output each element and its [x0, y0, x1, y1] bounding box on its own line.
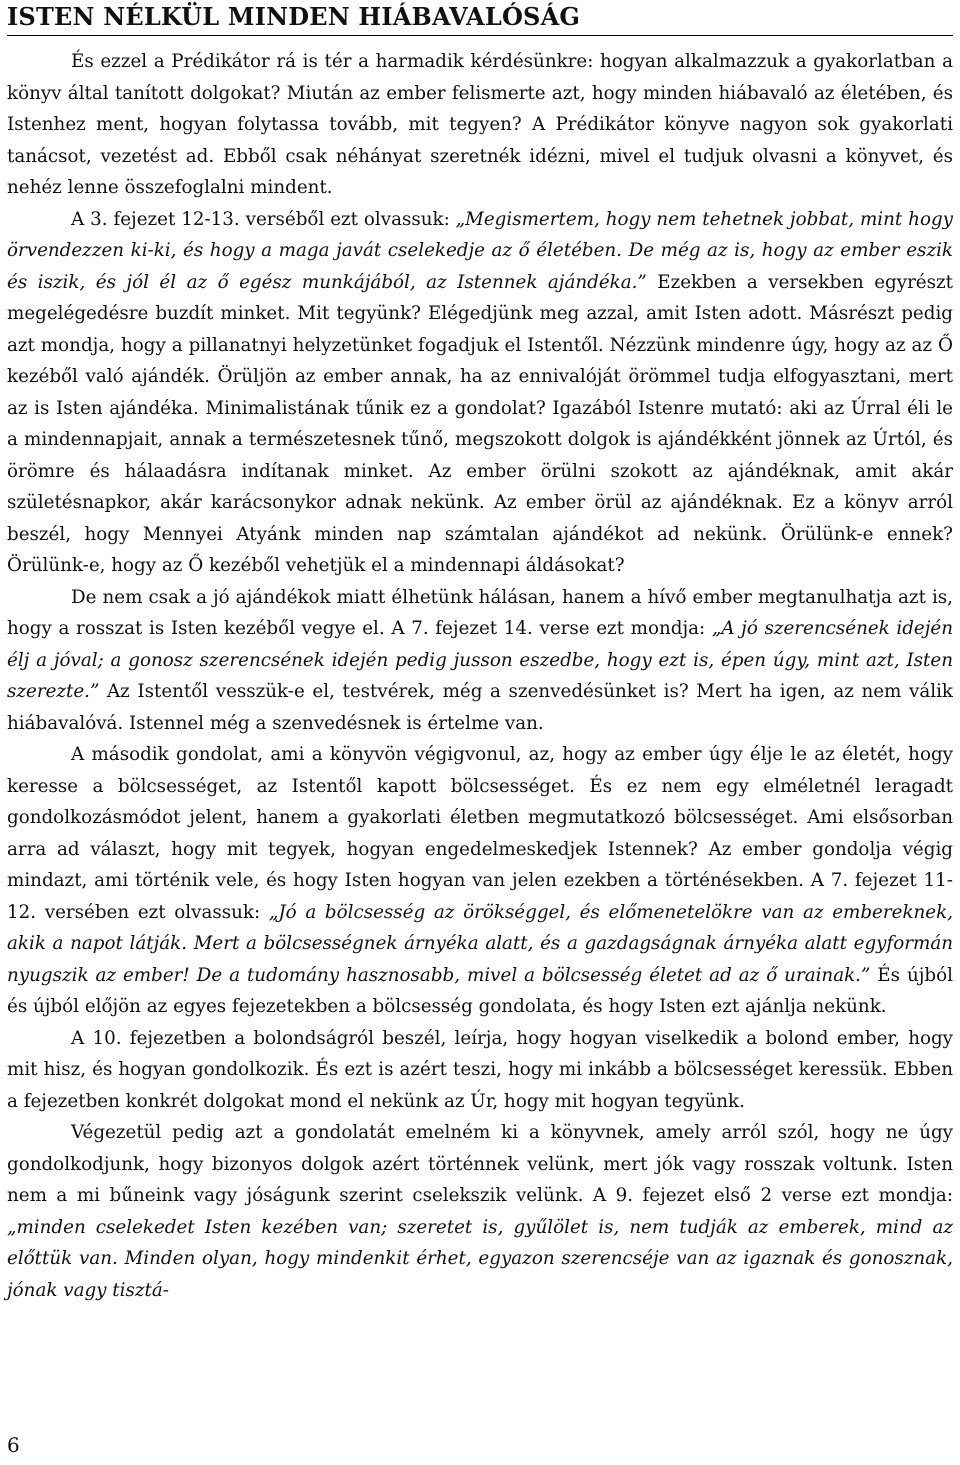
- chapter-title: ISTEN NÉLKÜL MINDEN HIÁBAVALÓSÁG: [7, 0, 953, 36]
- paragraph-text: De nem csak a jó ajándékok miatt élhetünk hálásan, hanem a hívő ember megtanulhatja azt is, hogy a rosszat is Isten kezéből vegye el. A 7. fejezet 14. verse ezt mondja:: [7, 586, 953, 639]
- bible-quote: „A jó szerencsének idején élj a jóval; a gonosz szerencsének idején pedig jusson eszedbe, hogy ezt is, épen úgy, mint azt, Isten szerezte.”: [7, 618, 954, 702]
- paragraph-text: És újból és újból előjön az egyes fejezetekben a bölcsesség gondolata, és hogy Isten ezt ajánlja nekünk.: [7, 964, 953, 1017]
- paragraph: [7, 46, 953, 204]
- paragraph: [7, 1023, 953, 1118]
- paragraph-text: A 10. fejezetben a bolondságról beszél, leírja, hogy hogyan viselkedik a bolond ember, hogy mit hisz, és hogyan gondolkozik. És ezt is azért teszi, hogy mi inkább a bölcsességet keressük. Ebben a fejezetben konkrét dolgokat mond el nekünk az Úr, hogy mit hogyan tegyünk.: [7, 1027, 953, 1112]
- paragraph-text: A második gondolat, ami a könyvön végigvonul, az, hogy az ember úgy élje le az életét, hogy keresse a bölcsességet, az Istentől kapott bölcsességet. És ez nem egy elméletnél leragadt gondolkozásmódot jelent, hanem a gyakorlati életben megmutatkozó bölcsességet. Ami elsősorban arra ad választ, hogy mit tegyek, hogyan engedelmeskedjek Istennek? Az ember gondolja végig mindazt, ami történik vele, és hogy Isten hogyan van jelen ezekben a történésekben. A 7. fejezet 11-12. versében ezt olvassuk:: [7, 744, 953, 923]
- paragraph: [7, 582, 953, 740]
- paragraph-text: Végezetül pedig azt a gondolatát emelném ki a könyvnek, amely arról szól, hogy ne úgy gondolkodjunk, hogy bizonyos dolgok azért történnek velünk, mert jók vagy rosszak voltunk. Isten nem a mi bűneink vagy jóságunk szerint cselekszik velünk. A 9. fejezet első 2 verse ezt mondja:: [7, 1122, 953, 1206]
- bible-quote: „Jó a bölcsesség az örökséggel, és előmenetelökre van az embereknek, akik a napot látják. Mert a bölcsességnek árnyéka alatt, és a gazdagságnak árnyéka alatt egyformán nyugszik az ember! De a tudomány hasznosabb, mivel a bölcsesség életet ad az ő urainak.”: [7, 901, 953, 986]
- body-text: [7, 46, 953, 1306]
- document-page: [7, 0, 953, 1465]
- paragraph: [7, 204, 953, 582]
- paragraph-text: Az Istentől vesszük-e el, testvérek, még a szenvedésünket is? Mert ha igen, az nem válik hiábavalóvá. Istennel még a szenvedésnek is értelme van.: [7, 681, 953, 734]
- paragraph: [7, 739, 953, 1023]
- paragraph-text: És ezzel a Prédikátor rá is tér a harmadik kérdésünkre: hogyan alkalmazzuk a gyakorlatban a könyv által tanított dolgokat? Miután az ember felismerte azt, hogy minden hiábavaló az életében, és Istenhez ment, hogyan folytassa tovább, mit tegyen? A Prédikátor könyve nagyon sok gyakorlati tanácsot, vezetést ad. Ebből csak néhányat szeretnék idézni, mivel el tudjuk olvasni a könyvet, és nehéz lenne összefoglalni mindent.: [7, 51, 953, 198]
- page-number: 6: [7, 1433, 20, 1457]
- paragraph-text: A 3. fejezet 12-13. verséből ezt olvassuk:: [71, 208, 456, 230]
- paragraph-text: Ezekben a versekben egyrészt megelégedésre buzdít minket. Mit tegyünk? Elégedjünk meg azzal, amit Isten adott. Másrészt pedig azt mondja, hogy a pillanatnyi helyzetünket fogadjuk el Istentől. Nézzünk mindenre úgy, hogy az az Ő kezéből való ajándék. Örüljön az ember annak, ha az ennivalóját örömmel tudja elfogyasztani, mert az is Isten ajándéka. Minimalistának tűnik ez a gondolat? Igazából Istenre mutató: aki az Úrral éli le a mindennapjait, annak a természetesnek tűnő, megszokott dolgok is ajándékként jönnek az Úrtól, és örömre és hálaadásra indítanak minket. Az ember örülni szokott az ajándéknak, amit akár születésnapkor, akár karácsonykor adnak nekünk. Az ember örül az ajándéknak. Ez a könyv arról beszél, hogy Mennyei Atyánk minden nap számtalan ajándékot ad nekünk. Örülünk-e ennek? Örülünk-e, hogy az Ő kezéből vehetjük el a mindennapi áldásokat?: [7, 271, 953, 576]
- paragraph: [7, 1117, 953, 1306]
- bible-quote: „minden cselekedet Isten kezében van; szeretet is, gyűlölet is, nem tudják az emberek, mind az előttük van. Minden olyan, hogy mindenkit érhet, egyazon szerencséje van az igaznak és gonosznak, jónak vagy tisztá-: [7, 1216, 953, 1301]
- bible-quote: „Megismertem, hogy nem tehetnek jobbat, mint hogy örvendezzen ki-ki, és hogy a maga javát cselekedje az ő életében. De még az is, hogy az ember eszik és iszik, és jól él az ő egész munkájából, az Istennek ajándéka.”: [7, 208, 953, 293]
